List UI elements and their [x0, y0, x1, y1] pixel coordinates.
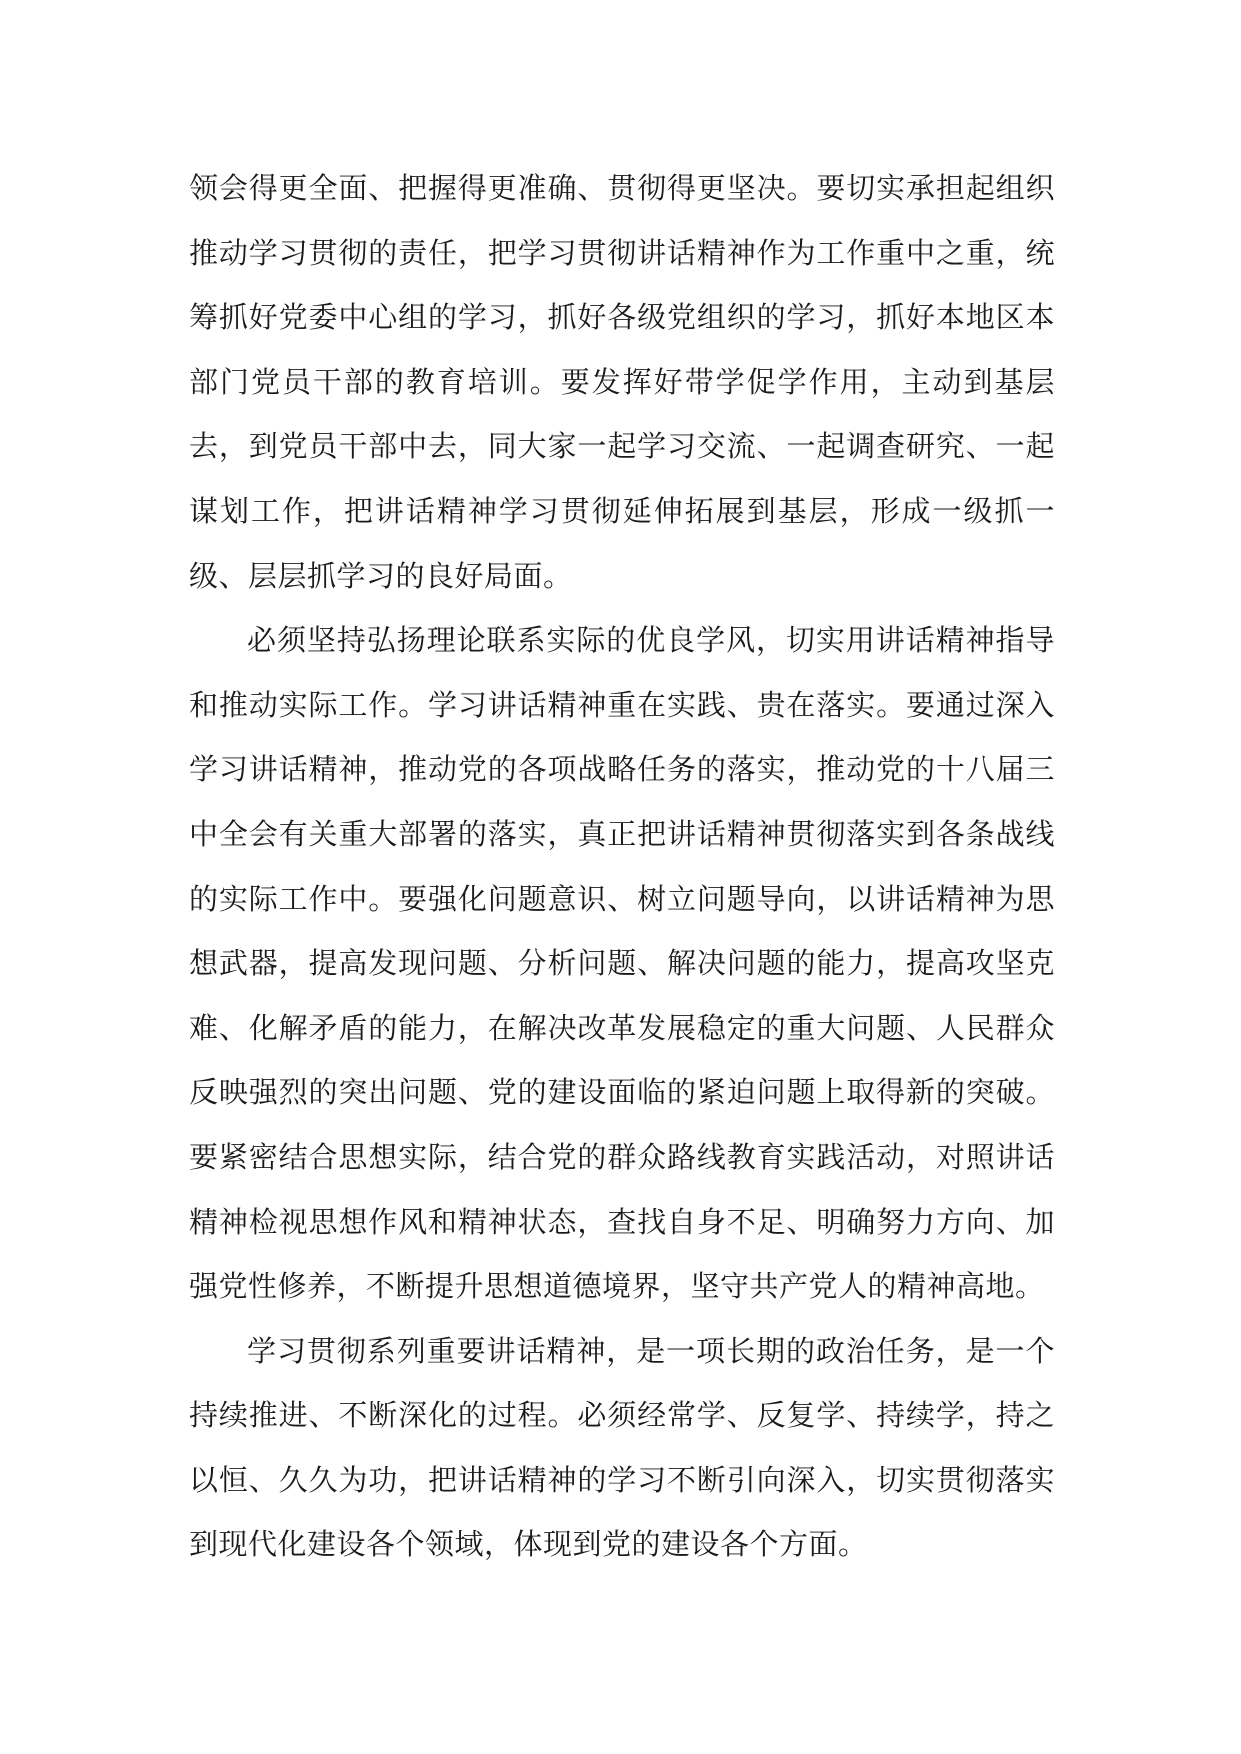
paragraph-long-term-task: 学习贯彻系列重要讲话精神，是一项长期的政治任务，是一个持续推进、不断深化的过程。必须经常学、反复学、持续学，持之以恒、久久为功，把讲话精神的学习不断引向深入，切实贯彻落实到现代化建设各个领域，体现到党的建设各个方面。 — [189, 1333, 1055, 1562]
paragraph-continued: 领会得更全面、把握得更准确、贯彻得更坚决。要切实承担起组织推动学习贯彻的责任，把学习贯彻讲话精神作为工作重中之重，统筹抓好党委中心组的学习，抓好各级党组织的学习，抓好本地区本部门党员干部的教育培训。要发挥好带学促学作用，主动到基层去，到党员干部中去，同大家一起学习交流、一起调查研究、一起谋划工作，把讲话精神学习贯彻延伸拓展到基层，形成一级抓一级、层层抓学习的良好局面。 — [189, 171, 1055, 593]
body-text — [189, 156, 1055, 1577]
paragraph-theory-practice: 必须坚持弘扬理论联系实际的优良学风，切实用讲话精神指导和推动实际工作。学习讲话精神重在实践、贵在落实。要通过深入学习讲话精神，推动党的各项战略任务的落实，推动党的十八届三中全会有关重大部署的落实，真正把讲话精神贯彻落实到各条战线的实际工作中。要强化问题意识、树立问题导向，以讲话精神为思想武器，提高发现问题、分析问题、解决问题的能力，提高攻坚克难、化解矛盾的能力，在解决改革发展稳定的重大问题、人民群众反映强烈的突出问题、党的建设面临的紧迫问题上取得新的突破。要紧密结合思想实际，结合党的群众路线教育实践活动，对照讲话精神检视思想作风和精神状态，查找自身不足、明确努力方向、加强党性修养，不断提升思想道德境界，坚守共产党人的精神高地。 — [189, 623, 1055, 1304]
